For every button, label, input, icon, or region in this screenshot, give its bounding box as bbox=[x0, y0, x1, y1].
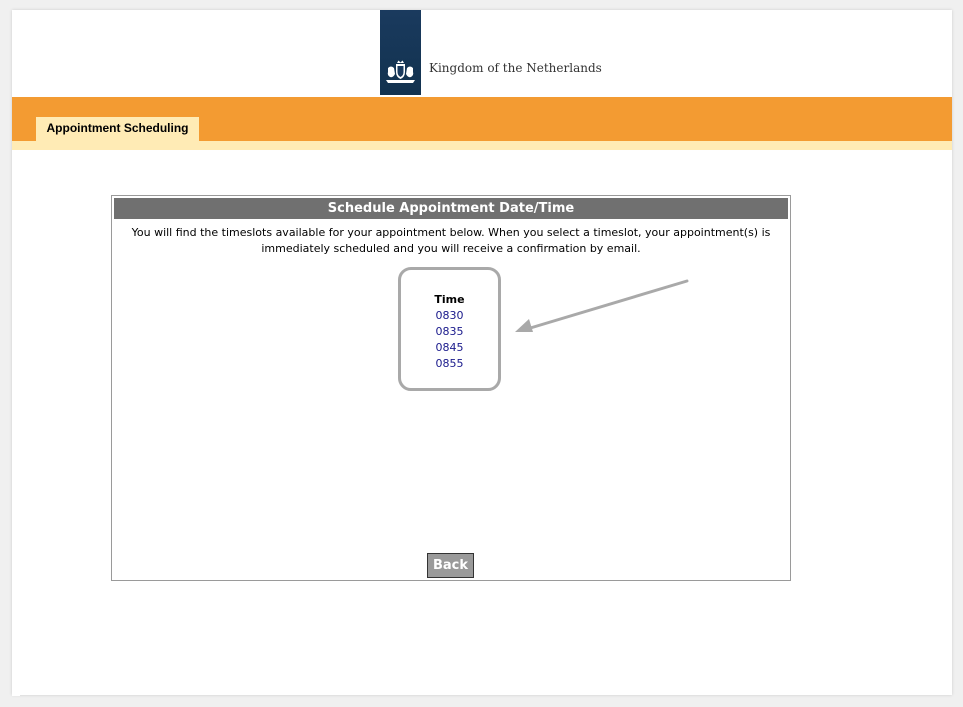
back-button[interactable]: Back bbox=[427, 553, 474, 578]
timeslot-link[interactable]: 0845 bbox=[435, 341, 464, 354]
timeslot-link[interactable]: 0830 bbox=[435, 309, 464, 322]
timeslot-link[interactable]: 0835 bbox=[435, 325, 464, 338]
tab-appointment-scheduling[interactable]: Appointment Scheduling bbox=[36, 117, 199, 141]
netherlands-coat-of-arms-icon bbox=[384, 60, 417, 86]
schedule-card-title: Schedule Appointment Date/Time bbox=[114, 198, 788, 219]
time-column-header: Time bbox=[434, 293, 465, 306]
page-container bbox=[12, 10, 952, 695]
brand-text: Kingdom of the Netherlands bbox=[429, 61, 602, 75]
page-corner bbox=[12, 688, 20, 696]
logo-bar bbox=[380, 10, 421, 95]
timeslot-list bbox=[398, 267, 501, 391]
annotation-arrow-icon bbox=[507, 274, 692, 334]
schedule-card bbox=[111, 195, 791, 581]
cream-strip bbox=[12, 141, 952, 150]
timeslot-link[interactable]: 0855 bbox=[435, 357, 464, 370]
schedule-description: You will find the timeslots available for your appointment below. When you select a timeslot, your appointment(s) is immediately scheduled and you will receive a confirmation by email. bbox=[131, 226, 771, 255]
